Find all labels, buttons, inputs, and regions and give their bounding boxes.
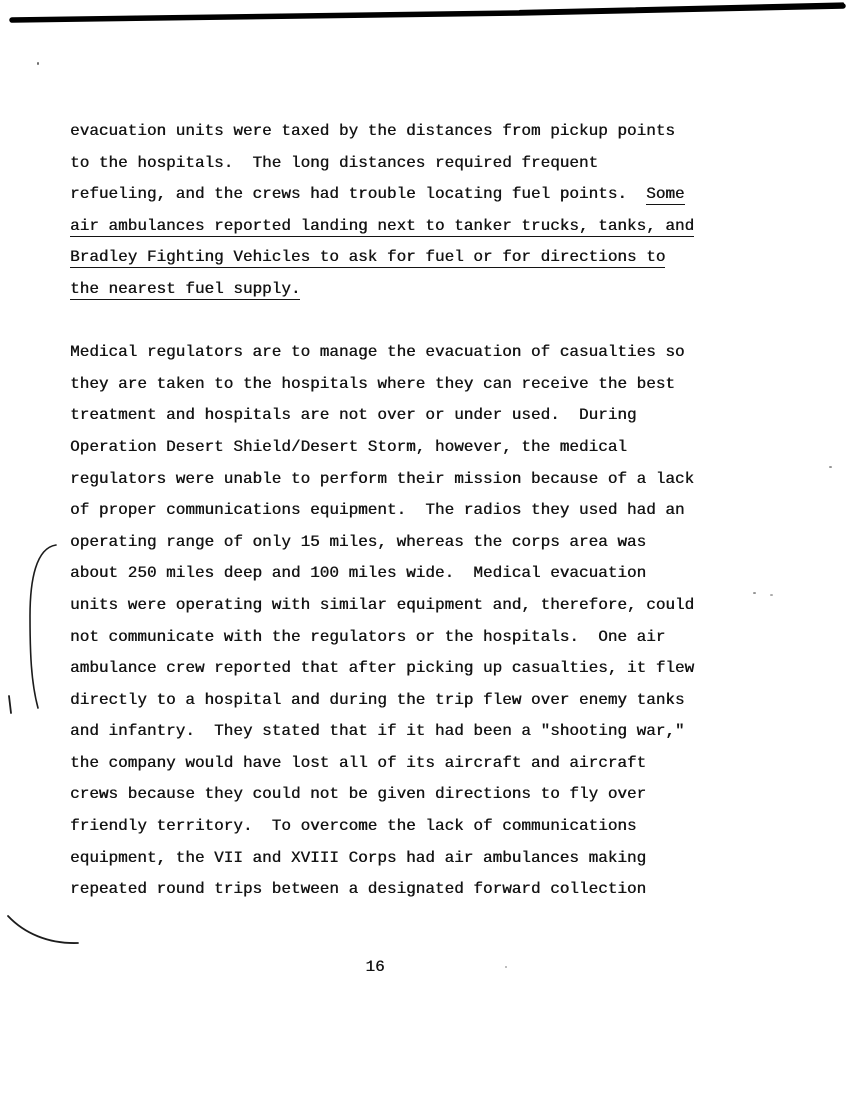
- underlined-text-segment: Some: [646, 185, 685, 204]
- scan-artifact-dot: [770, 594, 773, 596]
- text-line: [70, 622, 730, 654]
- text-segment: not communicate with the regulators or the hospitals. One air: [70, 627, 666, 646]
- text-line: [70, 779, 730, 811]
- text-segment: refueling, and the crews had trouble locating fuel points.: [70, 185, 647, 204]
- text-segment: the company would have lost all of its aircraft and aircraft: [70, 753, 647, 772]
- text-segment: repeated round trips between a designated forward collection: [70, 880, 647, 899]
- text-line: [70, 527, 730, 559]
- text-segment: equipment, the VII and XVIII Corps had air ambulances making: [70, 848, 647, 867]
- text-segment: evacuation units were taxed by the distances from pickup points: [70, 122, 675, 140]
- text-line: [70, 464, 730, 496]
- text-segment: units were operating with similar equipment and, therefore, could: [70, 595, 695, 614]
- text-segment: and infantry. They stated that if it had been a "shooting war,": [70, 722, 685, 741]
- top-border-line: [0, 0, 850, 30]
- page-number: 16: [365, 958, 385, 976]
- text-segment: regulators were unable to perform their mission because of a lack: [70, 469, 695, 488]
- text-line: [70, 400, 730, 432]
- handwritten-bottom-mark: [0, 905, 100, 965]
- scan-artifact-dot: [505, 966, 507, 968]
- scan-artifact-dot: [37, 62, 39, 65]
- text-line: [70, 874, 730, 906]
- text-segment: friendly territory. To overcome the lack of communications: [70, 817, 637, 836]
- text-line: [70, 685, 730, 717]
- text-line: [70, 211, 730, 243]
- text-segment: operating range of only 15 miles, whereas the corps area was: [70, 532, 647, 551]
- text-line: [70, 590, 730, 622]
- text-segment: Medical regulators are to manage the evacuation of casualties so: [70, 343, 685, 362]
- text-segment: of proper communications equipment. The radios they used had an: [70, 501, 685, 520]
- underlined-text-segment: air ambulances reported landing next to tanker trucks, tanks, and: [70, 216, 695, 235]
- text-line: [70, 369, 730, 401]
- scan-artifact-dot: [753, 592, 756, 594]
- text-segment: about 250 miles deep and 100 miles wide. Medical evacuation: [70, 564, 647, 583]
- paragraph: [70, 337, 730, 906]
- text-segment: they are taken to the hospitals where they can receive the best: [70, 374, 675, 393]
- text-segment: crews because they could not be given directions to fly over: [70, 785, 647, 804]
- text-line: [70, 558, 730, 590]
- text-line: [70, 179, 730, 211]
- handwritten-margin-mark: [0, 530, 80, 730]
- text-line: [70, 148, 730, 180]
- text-line: [70, 274, 730, 306]
- text-line: [70, 811, 730, 843]
- text-segment: ambulance crew reported that after picking up casualties, it flew: [70, 659, 695, 678]
- text-line: [70, 748, 730, 780]
- text-line: [70, 495, 730, 527]
- paragraph: [70, 116, 730, 306]
- underlined-text-segment: the nearest fuel supply.: [70, 279, 301, 298]
- text-line: [70, 116, 730, 148]
- scan-artifact-dot: [829, 466, 832, 468]
- text-line: [70, 716, 730, 748]
- text-segment: to the hospitals. The long distances required frequent: [70, 153, 599, 172]
- text-body: [70, 116, 730, 906]
- text-segment: Operation Desert Shield/Desert Storm, however, the medical: [70, 437, 627, 456]
- underlined-text-segment: Bradley Fighting Vehicles to ask for fuel or for directions to: [70, 248, 666, 267]
- text-line: [70, 337, 730, 369]
- text-segment: treatment and hospitals are not over or under used. During: [70, 406, 637, 425]
- text-line: [70, 843, 730, 875]
- text-line: [70, 432, 730, 464]
- text-line: [70, 653, 730, 685]
- text-line: [70, 242, 730, 274]
- text-segment: directly to a hospital and during the trip flew over enemy tanks: [70, 690, 685, 709]
